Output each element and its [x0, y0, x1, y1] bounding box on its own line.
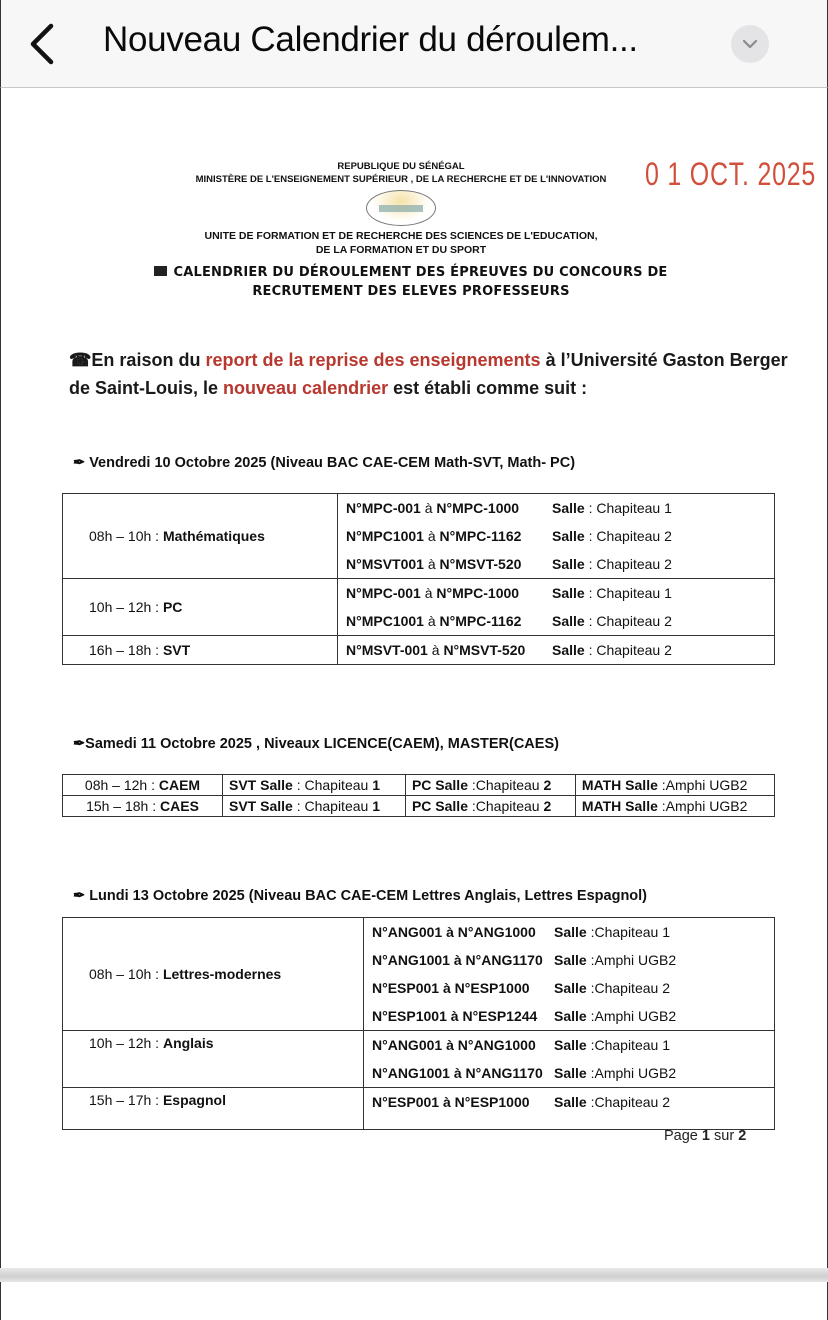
range-line: N°ESP1001 à N°ESP1244 Salle :Amphi UGB2 [372, 1008, 677, 1024]
top-nav-bar [0, 0, 828, 88]
schedule-table-saturday [62, 774, 775, 817]
pin-icon: ✒ [73, 736, 86, 752]
section-title-monday: ✒ Lundi 13 Octobre 2025 (Niveau BAC CAE-CEM Lettres Anglais, Lettres Espagnol) [73, 888, 648, 904]
header-ufr: UNITE DE FORMATION ET DE RECHERCHE DES SCIENCES DE L'EDUCATION, [204, 230, 598, 242]
range-line: N°ESP001 à N°ESP1000 Salle :Chapiteau 2 [372, 980, 670, 996]
time-cell: 16h – 18h : SVT [63, 636, 338, 665]
range-line: N°MPC-001 à N°MPC-1000 Salle : Chapiteau 1 [346, 585, 672, 601]
schedule-table-friday [62, 493, 775, 665]
table-row [63, 579, 775, 636]
range-line: N°ANG001 à N°ANG1000 Salle :Chapiteau 1 [372, 1037, 670, 1053]
section-title-friday: ✒ Vendredi 10 Octobre 2025 (Niveau BAC CAE-CEM Math-SVT, Math- PC) [73, 455, 576, 471]
title-dropdown-button[interactable] [731, 25, 769, 63]
range-line: N°MSVT-001 à N°MSVT-520 Salle : Chapiteau 2 [346, 642, 672, 658]
table-row [63, 1031, 775, 1088]
table-row [63, 1088, 775, 1130]
page-number: Page 1 sur 2 [664, 1128, 747, 1144]
table-row [63, 494, 775, 579]
calendar-icon [154, 266, 167, 276]
chevron-left-icon [23, 22, 63, 66]
room-cell: SVT Salle : Chapiteau 1 [223, 775, 406, 796]
intro-line-2: de Saint-Louis, le nouveau calendrier est établi comme suit : [69, 378, 588, 398]
header-ministry: MINISTÈRE DE L'ENSEIGNEMENT SUPÉRIEUR , DE LA RECHERCHE ET DE L'INNOVATION [195, 174, 607, 185]
range-line: N°MPC1001 à N°MPC-1162 Salle : Chapiteau 2 [346, 528, 672, 544]
table-row [63, 796, 775, 817]
range-line: N°ESP001 à N°ESP1000 Salle :Chapiteau 2 [372, 1094, 670, 1110]
header-ufr-2: DE LA FORMATION ET DU SPORT [315, 244, 487, 256]
header-republic: REPUBLIQUE DU SÉNÉGAL [337, 161, 465, 172]
table-row [63, 636, 775, 665]
range-line: N°MPC1001 à N°MPC-1162 Salle : Chapiteau 2 [346, 613, 672, 629]
room-cell: MATH Salle :Amphi UGB2 [575, 775, 774, 796]
time-cell: 10h – 12h : Anglais [63, 1031, 364, 1088]
range-line: N°MSVT001 à N°MSVT-520 Salle : Chapiteau 2 [346, 556, 672, 572]
back-button[interactable] [23, 22, 63, 66]
time-cell: 15h – 17h : Espagnol [63, 1088, 364, 1130]
institution-logo [366, 190, 436, 226]
pin-icon: ✒ [73, 455, 90, 471]
room-cell: MATH Salle :Amphi UGB2 [575, 796, 774, 817]
table-row [63, 918, 775, 1031]
time-cell: 08h – 10h : Mathématiques [63, 494, 338, 579]
document-page[interactable] [0, 88, 828, 1268]
range-line: N°ANG001 à N°ANG1000 Salle :Chapiteau 1 [372, 924, 670, 940]
chevron-down-icon [741, 38, 759, 50]
range-line: N°ANG1001 à N°ANG1170 Salle :Amphi UGB2 [372, 952, 677, 968]
document-title: Nouveau Calendrier du déroulem... [103, 20, 638, 59]
schedule-table-monday [62, 917, 775, 1130]
table-row [63, 775, 775, 796]
time-cell: 15h – 18h : CAES [63, 796, 223, 817]
time-cell: 08h – 10h : Lettres-modernes [63, 918, 364, 1031]
range-line: N°ANG1001 à N°ANG1170 Salle :Amphi UGB2 [372, 1065, 677, 1081]
pin-icon: ✒ [73, 888, 90, 904]
next-page[interactable] [0, 1282, 828, 1320]
date-stamp: 0 1 OCT. 2025 [645, 156, 817, 192]
time-cell: 10h – 12h : PC [63, 579, 338, 636]
page-separator [0, 1268, 828, 1282]
time-cell: 08h – 12h : CAEM [63, 775, 223, 796]
room-cell: PC Salle :Chapiteau 2 [405, 796, 575, 817]
doc-title-2: RECRUTEMENT DES ELEVES PROFESSEURS [252, 284, 570, 299]
room-cell: PC Salle :Chapiteau 2 [405, 775, 575, 796]
doc-title-1: CALENDRIER DU DÉROULEMENT DES ÉPREUVES DU CONCOURS DE [11, 265, 811, 280]
intro-line-1: ☎En raison du report de la reprise des enseignements à l’Université Gaston Berger [69, 350, 788, 370]
room-cell: SVT Salle : Chapiteau 1 [223, 796, 406, 817]
range-line: N°MPC-001 à N°MPC-1000 Salle : Chapiteau 1 [346, 500, 672, 516]
notice-icon: ☎ [69, 350, 92, 370]
section-title-saturday: ✒Samedi 11 Octobre 2025 , Niveaux LICENCE(CAEM), MASTER(CAES) [73, 736, 559, 752]
